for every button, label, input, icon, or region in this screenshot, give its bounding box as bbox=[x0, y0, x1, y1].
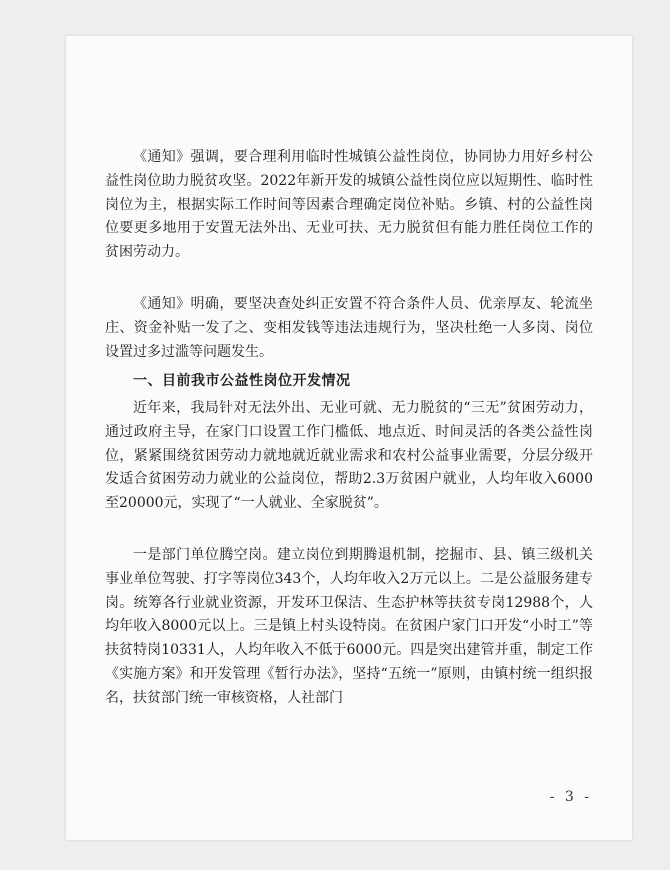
paragraph-recent-years: 近年来，我局针对无法外出、无业可就、无力脱贫的“三无”贫困劳动力，通过政府主导，在家门口设置工作门槛低、地点近、时间灵活的各类公益性岗位，紧紧围绕贫困劳动力就地就近就业需求和农村公益事业需要，分层分级开发适合贫困劳动力就业的公益岗位，帮助2.3万贫困户就业，人均年收入6000至20000元，实现了“一人就业、全家脱贫”。 bbox=[105, 400, 593, 512]
document-page bbox=[66, 36, 632, 840]
paragraph-notice-emphasis: 《通知》强调，要合理利用临时性城镇公益性岗位，协同协力用好乡村公益性岗位助力脱贫攻坚。2022年新开发的城镇公益性岗位应以短期性、临时性岗位为主，根据实际工作时间等因素合理确定岗位补贴。乡镇、村的公益性岗位要更多地用于安置无法外出、无业可扶、无力脱贫但有能力胜任岗位工作的贫困劳动力。 bbox=[105, 149, 593, 261]
paragraph-position-details: 一是部门单位腾空岗。建立岗位到期腾退机制，挖掘市、县、镇三级机关事业单位驾驶、打字等岗位343个，人均年收入2万元以上。二是公益服务建专岗。统筹各行业就业资源，开发环卫保洁、生态护林等扶贫专岗12988个，人均年收入8000元以上。三是镇上村头设特岗。在贫困户家门口开发“小时工”等扶贫特岗10331人，人均年收入不低于6000元。四是突出建管并重，制定工作《实施方案》和开发管理《暂行办法》，坚持“五统一”原则，由镇村统一组织报名，扶贫部门统一审核资格，人社部门 bbox=[105, 547, 593, 706]
page-number: - 3 - bbox=[549, 789, 592, 805]
section-heading: 一、目前我市公益性岗位开发情况 bbox=[133, 373, 351, 389]
paragraph-notice-clarification: 《通知》明确，要坚决查处纠正安置不符合条件人员、优亲厚友、轮流坐庄、资金补贴一发了之、变相发钱等违法违规行为，坚决杜绝一人多岗、岗位设置过多过滥等问题发生。 bbox=[105, 296, 593, 360]
